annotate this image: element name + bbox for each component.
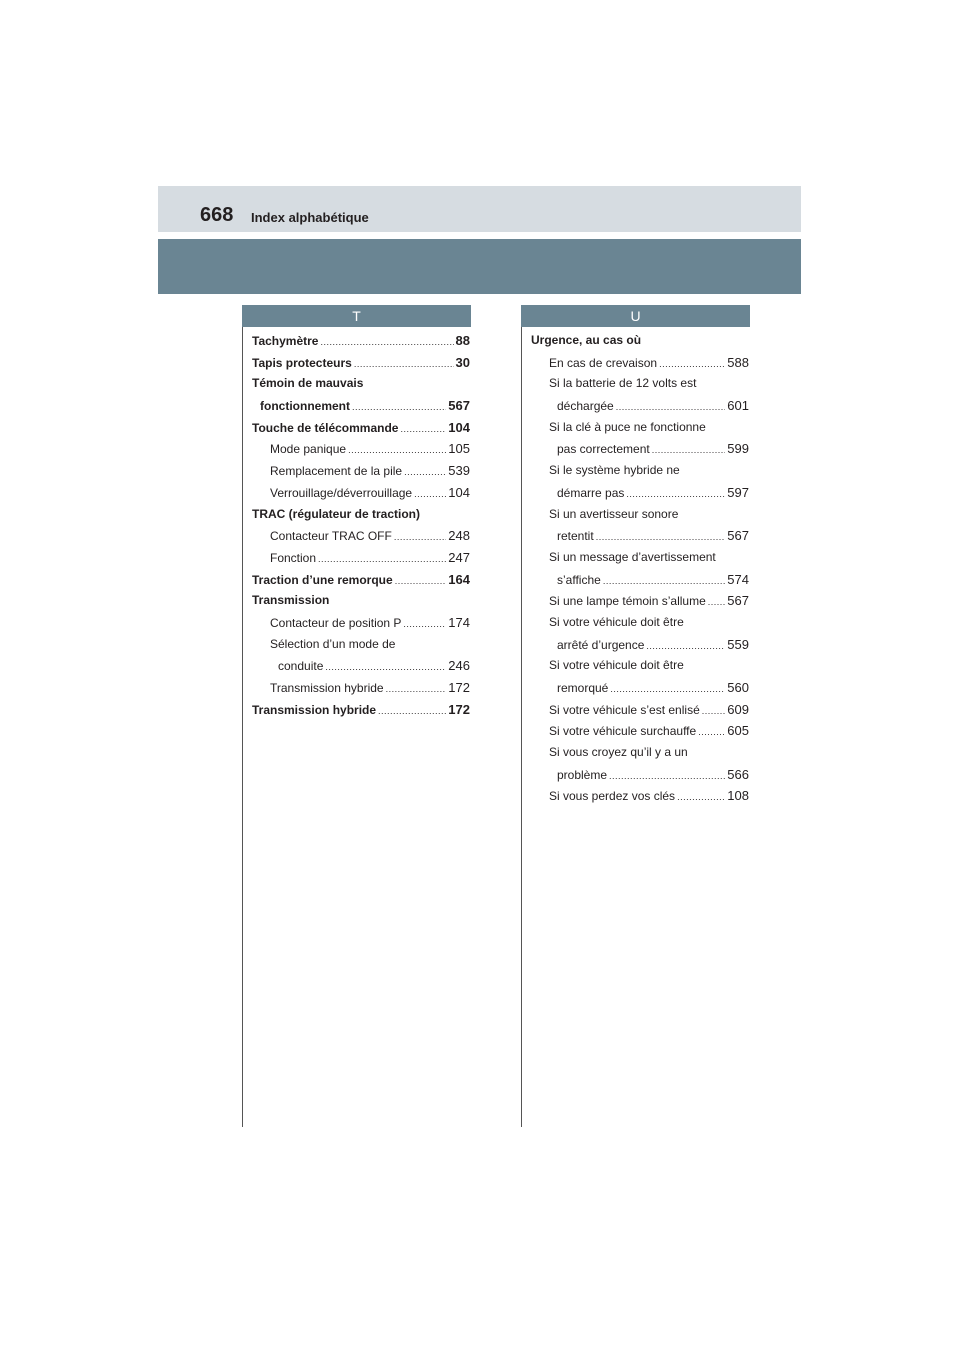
index-entry-page: 246 bbox=[448, 658, 470, 674]
index-entry-text: remorqué bbox=[557, 681, 609, 695]
index-entry bbox=[252, 330, 470, 352]
index-entry-page: 601 bbox=[727, 398, 749, 414]
column-divider-middle bbox=[521, 305, 522, 1127]
index-entry-text: Si votre véhicule s’est enlisé bbox=[549, 702, 700, 717]
leader-dots bbox=[354, 354, 454, 376]
index-entry-page: 172 bbox=[448, 701, 470, 717]
index-entry-page: 560 bbox=[727, 680, 749, 695]
section-header-u: U bbox=[521, 305, 750, 327]
index-entry bbox=[252, 547, 470, 569]
index-entry bbox=[252, 352, 470, 374]
index-entry-text: Tapis protecteurs bbox=[252, 355, 352, 370]
index-entry-text: Si un message d’avertissement bbox=[549, 549, 716, 564]
leader-dots bbox=[414, 484, 446, 506]
index-entry bbox=[531, 395, 749, 417]
index-entry-text: Transmission hybride bbox=[252, 702, 377, 717]
index-entry-text: Témoin de mauvais bbox=[252, 376, 364, 391]
index-entry bbox=[531, 655, 749, 677]
leader-dots bbox=[659, 354, 725, 376]
leader-dots bbox=[652, 440, 726, 462]
index-entry-text: déchargée bbox=[557, 399, 614, 414]
index-entry bbox=[252, 569, 470, 591]
index-entry bbox=[252, 525, 470, 547]
index-entry bbox=[531, 612, 749, 634]
index-entry-text: Transmission hybride bbox=[270, 681, 384, 695]
index-entry-text: pas correctement bbox=[557, 442, 650, 457]
index-entry-page: 574 bbox=[727, 571, 749, 587]
index-entry-text: Touche de télécommande bbox=[252, 420, 399, 435]
index-entry-page: 164 bbox=[448, 571, 470, 587]
leader-dots bbox=[386, 679, 447, 701]
index-entry-text: TRAC (régulateur de traction) bbox=[252, 506, 421, 521]
index-entry-text: Fonction bbox=[270, 550, 317, 565]
index-entry-text: Contacteur de position P bbox=[270, 615, 402, 630]
index-entry bbox=[252, 634, 470, 656]
index-entry bbox=[252, 590, 470, 612]
leader-dots bbox=[708, 592, 726, 614]
index-column-t bbox=[252, 330, 470, 720]
index-entry-page: 174 bbox=[448, 614, 470, 630]
index-entry-text: Si votre véhicule doit être bbox=[549, 658, 684, 673]
index-entry-text: Si la batterie de 12 volts est bbox=[549, 376, 697, 391]
index-entry-page: 588 bbox=[727, 354, 749, 370]
leader-dots bbox=[348, 440, 446, 462]
index-entry-page: 104 bbox=[448, 484, 470, 500]
index-entry-text: conduite bbox=[278, 659, 324, 674]
index-entry bbox=[531, 330, 749, 352]
index-entry bbox=[252, 677, 470, 699]
leader-dots bbox=[596, 527, 726, 549]
leader-dots bbox=[378, 701, 446, 723]
index-entry bbox=[531, 460, 749, 482]
index-entry bbox=[531, 634, 749, 656]
index-entry-text: Remplacement de la pile bbox=[270, 464, 403, 479]
leader-dots bbox=[702, 701, 726, 723]
leader-dots bbox=[325, 657, 446, 679]
index-entry-page: 88 bbox=[455, 333, 470, 348]
leader-dots bbox=[626, 484, 725, 506]
index-entry bbox=[531, 352, 749, 374]
index-entry bbox=[531, 720, 749, 742]
index-entry-text: Verrouillage/déverrouillage bbox=[270, 485, 413, 500]
index-entry-text: fonctionnement bbox=[260, 399, 350, 414]
header-bar bbox=[158, 186, 801, 232]
index-entry-page: 567 bbox=[727, 528, 749, 544]
index-entry bbox=[531, 677, 749, 699]
index-entry bbox=[531, 699, 749, 721]
leader-dots bbox=[394, 527, 446, 549]
index-entry bbox=[252, 373, 470, 395]
index-entry bbox=[252, 655, 470, 677]
index-entry-page: 539 bbox=[448, 463, 470, 479]
index-entry bbox=[531, 438, 749, 460]
index-entry bbox=[531, 417, 749, 439]
leader-dots bbox=[616, 397, 726, 419]
page-title: Index alphabétique bbox=[251, 210, 369, 225]
index-entry-text: Si votre véhicule doit être bbox=[549, 614, 684, 629]
index-entry bbox=[531, 373, 749, 395]
index-entry-text: Si la clé à puce ne fonctionne bbox=[549, 419, 706, 434]
index-entry bbox=[252, 460, 470, 482]
index-entry bbox=[531, 764, 749, 786]
index-entry-page: 559 bbox=[727, 636, 749, 652]
index-entry-page: 599 bbox=[727, 441, 749, 457]
index-entry bbox=[531, 482, 749, 504]
index-entry-text: Contacteur TRAC OFF bbox=[270, 529, 392, 544]
index-entry bbox=[531, 547, 749, 569]
index-entry bbox=[531, 525, 749, 547]
index-entry bbox=[252, 395, 470, 417]
index-entry-text: Si le système hybride ne bbox=[549, 463, 680, 478]
column-divider-left bbox=[242, 305, 243, 1127]
leader-dots bbox=[404, 462, 446, 484]
index-entry-text: Si vous croyez qu’il y a un bbox=[549, 745, 688, 760]
leader-dots bbox=[603, 571, 725, 593]
leader-dots bbox=[610, 679, 725, 701]
index-entry-page: 605 bbox=[727, 723, 749, 739]
index-entry bbox=[252, 482, 470, 504]
leader-dots bbox=[400, 419, 446, 441]
index-entry-text: Si un avertisseur sonore bbox=[549, 506, 679, 521]
index-entry bbox=[252, 699, 470, 721]
index-entry-text: Mode panique bbox=[270, 442, 347, 457]
leader-dots bbox=[318, 549, 446, 571]
index-entry-page: 172 bbox=[448, 680, 470, 695]
index-entry-text: Si votre véhicule surchauffe bbox=[549, 724, 697, 739]
index-entry-text: problème bbox=[557, 767, 608, 782]
index-entry bbox=[252, 417, 470, 439]
index-entry-text: Urgence, au cas où bbox=[531, 333, 642, 347]
index-entry-text: Sélection d’un mode de bbox=[270, 636, 396, 651]
leader-dots bbox=[646, 636, 725, 658]
leader-dots bbox=[403, 614, 446, 636]
leader-dots bbox=[609, 766, 725, 788]
index-entry-text: En cas de crevaison bbox=[549, 355, 658, 370]
index-entry bbox=[531, 504, 749, 526]
index-entry-page: 247 bbox=[448, 549, 470, 565]
index-entry-text: Si une lampe témoin s’allume bbox=[549, 594, 706, 609]
index-entry-page: 30 bbox=[455, 354, 470, 370]
index-entry-page: 597 bbox=[727, 484, 749, 500]
index-entry bbox=[531, 785, 749, 807]
index-entry bbox=[531, 590, 749, 612]
index-entry-text: démarre pas bbox=[557, 485, 625, 500]
page-number: 668 bbox=[200, 204, 234, 226]
index-entry-page: 609 bbox=[727, 701, 749, 717]
index-entry-page: 108 bbox=[727, 788, 749, 804]
leader-dots bbox=[320, 332, 453, 354]
index-entry-text: Tachymètre bbox=[252, 334, 319, 348]
index-entry bbox=[531, 742, 749, 764]
index-entry bbox=[252, 612, 470, 634]
header-band bbox=[158, 239, 801, 294]
index-entry-page: 567 bbox=[727, 593, 749, 609]
index-entry-text: Si vous perdez vos clés bbox=[549, 789, 676, 804]
index-entry bbox=[531, 569, 749, 591]
index-entry-text: Transmission bbox=[252, 593, 330, 608]
index-entry-page: 566 bbox=[727, 766, 749, 782]
index-entry bbox=[252, 504, 470, 526]
section-header-t: T bbox=[242, 305, 471, 327]
index-entry-page: 567 bbox=[448, 398, 470, 414]
leader-dots bbox=[352, 397, 446, 419]
index-entry-text: retentit bbox=[557, 529, 594, 544]
index-entry-text: arrêté d’urgence bbox=[557, 637, 645, 652]
index-entry-text: s’affiche bbox=[557, 572, 601, 587]
index-entry-text: Traction d’une remorque bbox=[252, 572, 393, 587]
leader-dots bbox=[677, 787, 725, 809]
index-entry-page: 104 bbox=[448, 419, 470, 435]
index-entry-page: 248 bbox=[448, 528, 470, 544]
leader-dots bbox=[395, 571, 447, 593]
leader-dots bbox=[698, 722, 725, 744]
index-column-u bbox=[531, 330, 749, 807]
index-entry-page: 105 bbox=[448, 441, 470, 457]
index-entry bbox=[252, 438, 470, 460]
